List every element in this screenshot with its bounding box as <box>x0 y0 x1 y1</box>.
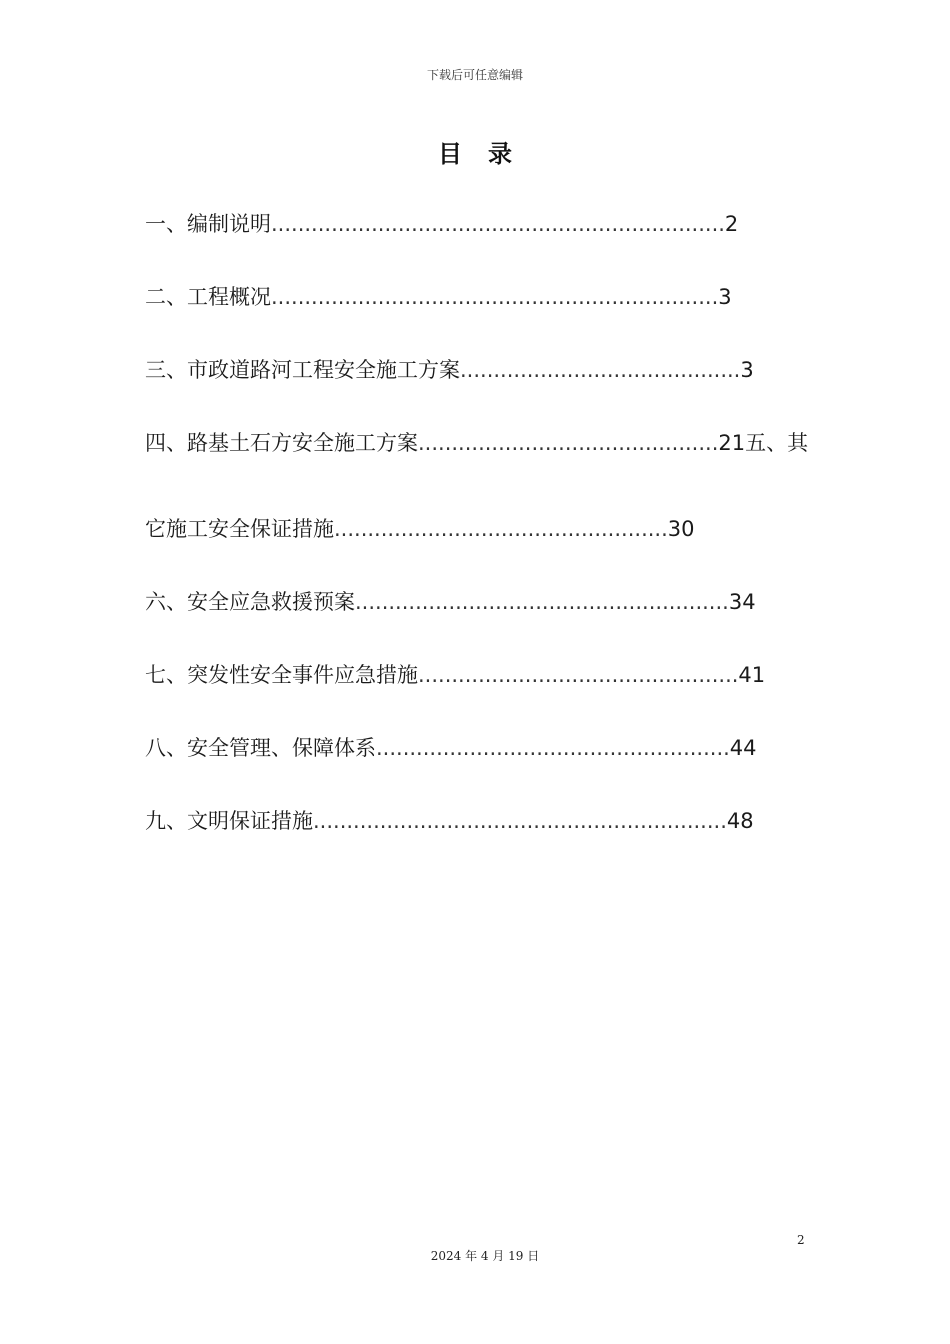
toc-entry-5[interactable] <box>145 514 695 544</box>
toc-entry-9[interactable] <box>145 806 754 836</box>
header-note: 下载后可任意编辑 <box>426 68 523 82</box>
toc-entry-3[interactable] <box>145 355 754 385</box>
toc-entry-label: 九、文明保证措施 <box>145 809 313 833</box>
toc-page-number: 3 <box>740 358 754 382</box>
toc-entry-label: 三、市政道路河工程安全施工方案 <box>145 358 460 382</box>
toc-page-number: 3 <box>718 285 732 309</box>
toc-entry-8[interactable] <box>145 733 757 763</box>
page-number: 2 <box>797 1233 805 1247</box>
toc-entry-4[interactable] <box>145 428 808 458</box>
toc-leader-dots: ............................................. <box>418 431 719 455</box>
toc-leader-dots: ................................................................... <box>271 285 719 309</box>
toc-leader-dots: .............................................................. <box>313 809 727 833</box>
toc-page-number: 34 <box>728 590 756 614</box>
toc-leader-dots: ................................................ <box>418 663 739 687</box>
toc-page-number: 30 <box>667 517 695 541</box>
toc-entry-2[interactable] <box>145 282 732 312</box>
toc-page-number: 41 <box>738 663 766 687</box>
toc-leader-dots: .......................................... <box>460 358 741 382</box>
toc-entry-label: 它施工安全保证措施 <box>145 517 334 541</box>
toc-entry-7[interactable] <box>145 660 765 690</box>
toc-leader-dots: .................................................................... <box>271 212 725 236</box>
toc-page-number: 44 <box>729 736 757 760</box>
page-title: 目录 <box>438 140 538 168</box>
toc-entry-continuation: 五、其 <box>745 431 809 455</box>
toc-entry-1[interactable] <box>145 209 738 239</box>
toc-entry-label: 七、突发性安全事件应急措施 <box>145 663 418 687</box>
toc-page-number: 48 <box>726 809 754 833</box>
toc-entry-label: 四、路基土石方安全施工方案 <box>145 431 418 455</box>
footer-date: 2024 年 4 月 19 日 <box>430 1249 540 1263</box>
toc-entry-label: 二、工程概况 <box>145 285 271 309</box>
toc-page-number: 2 <box>724 212 739 236</box>
toc-entry-label: 六、安全应急救援预案 <box>145 590 355 614</box>
toc-leader-dots: ..................................................... <box>376 736 730 760</box>
toc-entry-label: 一、编制说明 <box>145 212 271 236</box>
toc-leader-dots: .................................................. <box>334 517 668 541</box>
toc-entry-label: 八、安全管理、保障体系 <box>145 736 376 760</box>
toc-page-number: 21 <box>718 431 746 455</box>
toc-entry-6[interactable] <box>145 587 756 617</box>
toc-leader-dots: ........................................................ <box>355 590 729 614</box>
